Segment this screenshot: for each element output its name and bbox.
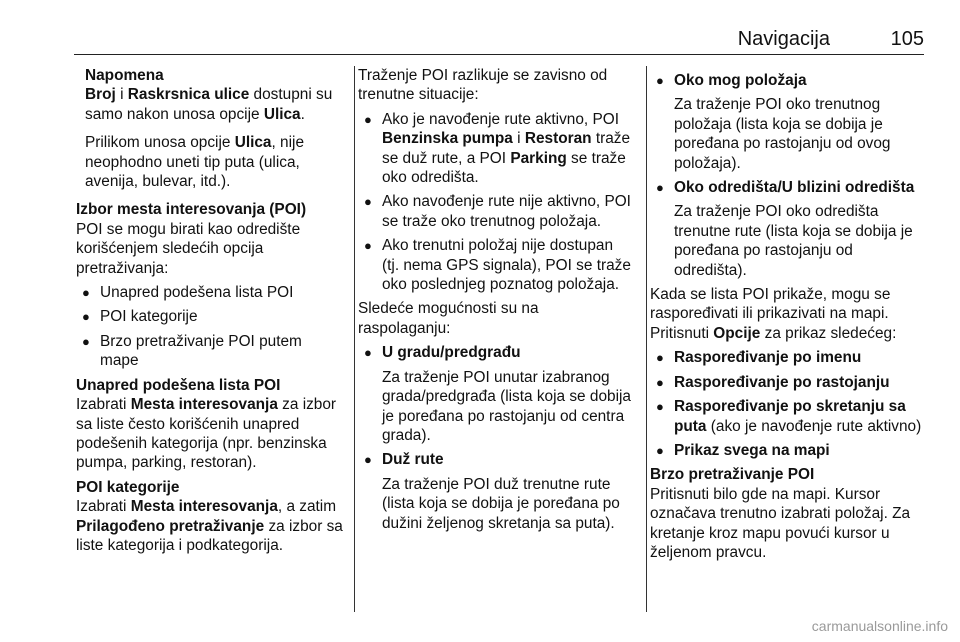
bold-term: Ulica [263,105,301,123]
text-run: za prikaz sledećeg: [760,324,897,342]
text-run: Ako navođenje rute nije aktivno, POI se traže oko trenutnog položaja. [382,193,631,230]
bold-term: Prikaz svega na mapi [674,441,830,459]
text-run: Izabrati [76,498,131,516]
section-text-preset-list [76,395,344,473]
bold-term: Prilagođeno pretraživanje [76,517,265,535]
section-heading-preset-list: Unapred podešena lista POI [76,376,281,394]
option-title: ● Oko odredišta/U blizini odredišta [650,178,926,197]
section-text-poi-selection: POI se mogu birati kao odredište korišćenjem sledećih opcija pretraživanja: [76,220,301,277]
note-title: Napomena [85,67,164,84]
option-description: Za traženje POI oko odredišta trenutne rute (lista koja se dobija je poređana po rastojanju od odredišta). [674,203,913,279]
text-run: za izbor sa liste često korišćenih unapred podešenih kategorija (npr. benzinska pumpa, parking, restoran). [76,396,337,472]
bold-term: Benzinska pumpa [382,130,513,148]
text-run: i [115,86,128,104]
bold-term: Raspoređivanje po skretanju sa puta [674,398,906,435]
list-item: ● POI kategorije [76,307,344,326]
page-number: 105 [890,28,924,50]
bold-term: Broj [85,86,116,104]
sort-options-list [650,348,926,460]
section-heading-quick-search: Brzo pretraživanje POI [650,466,815,484]
text-run: (ako je navođenje rute aktivno) [706,417,922,435]
bold-term: Ulica [234,134,272,152]
bold-term: Restoran [524,130,592,148]
list-item [650,441,926,460]
text-run: Kada se lista POI prikaže, mogu se raspoređivati ili prikazivati na mapi. Pritisnuti [650,286,891,342]
text-run: . [300,105,305,123]
search-intro: Traženje POI razlikuje se zavisno od trenutne situacije: [358,67,608,104]
text-run: Prilikom unosa opcije [85,134,235,152]
text-run: za izbor sa liste kategorija i podkategorija. [76,517,343,554]
column-1 [76,66,344,560]
text-run: Ako je navođenje rute aktivno, POI [382,110,619,128]
section-text-poi-categories [76,497,344,555]
list-item [358,110,634,188]
list-item [650,348,926,367]
column-3 [650,66,926,567]
bold-term: Raspoređivanje po imenu [674,349,862,367]
text-run: , nije neophodno uneti tip puta (ulica, avenija, bulevar, itd.). [85,134,305,191]
search-situation-list [358,110,634,295]
page-title: Navigacija [737,28,830,50]
list-item: ● Brzo pretraživanje POI putem mape [76,332,344,371]
column-2 [358,66,634,538]
options-intro: Sledeće mogućnosti su na raspolaganju: [358,300,539,337]
text-run: Ako trenutni položaj nije dostupan (tj. nema GPS signala), POI se traže oko poslednjeg poznatog položaja. [382,237,631,294]
list-item [358,236,634,294]
poi-option-list [76,283,344,371]
bold-term: Mesta interesovanja [130,396,278,414]
search-options [358,343,634,533]
note-paragraph-1 [85,85,344,124]
list-display-paragraph [650,285,926,343]
text-run: , a zatim [277,498,337,516]
bold-term: Raskrsnica ulice [127,86,250,104]
list-item [650,373,926,392]
option-description: Za traženje POI unutar izabranog grada/predgrađa (lista koja se dobija je poređana po rastojanju od centra grada). [382,368,631,444]
note-paragraph-2 [85,133,344,191]
text-run: i [512,130,525,148]
search-options-continued [650,71,926,280]
column-divider-1 [354,66,355,612]
bold-term: Parking [510,149,567,167]
text-run: dostupni su samo nakon unosa opcije [85,86,333,123]
list-item [358,192,634,231]
bold-term: Mesta interesovanja [130,498,278,516]
list-item [650,397,926,436]
option-title: ● Oko mog položaja [650,71,926,90]
text-run: traže se duž rute, a POI [382,130,631,167]
option-title: ● Duž rute [358,450,634,469]
bold-term: Opcije [713,324,761,342]
text-run: Izabrati [76,396,131,414]
note-box [76,66,344,191]
column-divider-2 [646,66,647,612]
option-description: Za traženje POI duž trenutne rute (lista koja se dobija je poređana po dužini željenog skretanja sa puta). [382,475,620,532]
watermark: carmanualsonline.info [811,618,948,634]
page-header [74,24,924,55]
section-heading-poi-selection: Izbor mesta interesovanja (POI) [76,201,307,219]
section-text-quick-search: Pritisnuti bilo gde na mapi. Kursor označava trenutno izabrati položaj. Za kretanje kroz mapu povući kursor u željenom pravcu. [650,485,911,561]
bold-term: Raspoređivanje po rastojanju [674,373,890,391]
text-run: se traže oko odredišta. [382,149,626,187]
section-heading-poi-categories: POI kategorije [76,478,180,496]
option-description: Za traženje POI oko trenutnog položaja (lista koja se dobija je poređana po rastojanju od ovog položaja). [674,96,891,172]
option-title: ● U gradu/predgrađu [358,343,634,362]
list-item: ● Unapred podešena lista POI [76,283,344,302]
